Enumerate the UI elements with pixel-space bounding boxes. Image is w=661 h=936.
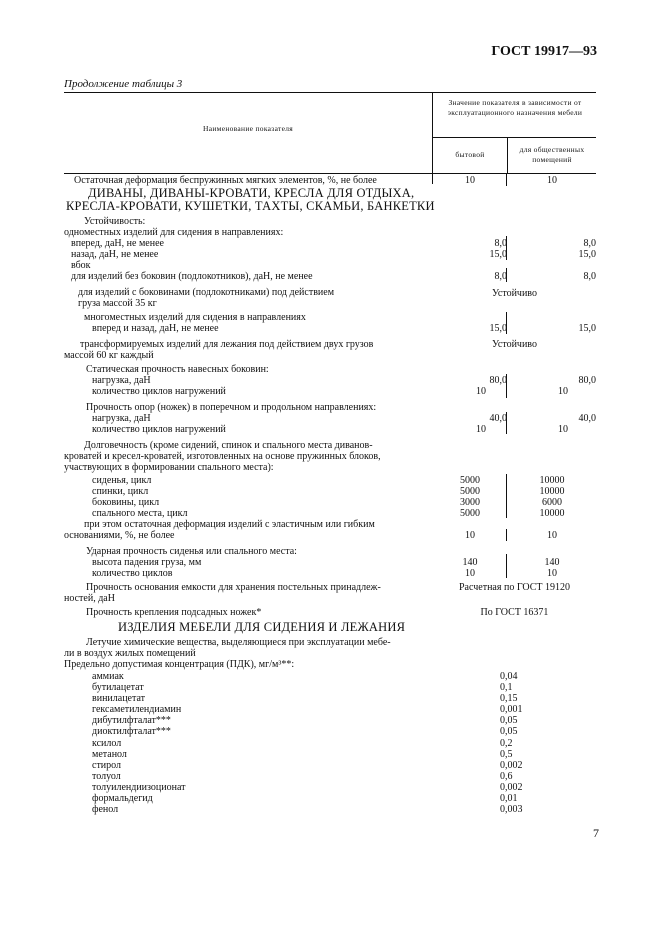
value-public: 40,0 (578, 413, 596, 424)
row-label: Статическая прочность навесных боковин: (86, 364, 269, 375)
row-label: вперед и назад, даН, не менее (92, 323, 219, 334)
value-public: 10000 (539, 486, 565, 497)
header-value-group: Значение показателя в зависимости от эксплуатационного назначения мебели (447, 98, 583, 117)
value-home: 3000 (460, 497, 480, 508)
row-label: нагрузка, даН (92, 413, 151, 424)
list-item: бутилацетат (92, 682, 144, 693)
header-vertical-divider (432, 92, 433, 184)
row-label: Летучие химические вещества, выделяющиеся при эксплуатации мебе- (86, 637, 391, 648)
row-label: трансформируемых изделий для лежания под действием двух грузов (80, 339, 374, 350)
value-public: 10 (558, 424, 568, 435)
list-item: винилацетат (92, 693, 146, 704)
list-item: аммиак (92, 671, 124, 682)
list-item: фенол (92, 804, 119, 815)
value-public: 10 (558, 386, 568, 397)
row-label: Прочность крепления подсадных ножек* (86, 607, 262, 618)
value-home: 10 (465, 530, 475, 541)
standard-number: ГОСТ 19917—93 (491, 44, 597, 59)
list-item: дибутилфталат*** (92, 715, 171, 726)
header-home-column: бытовой (455, 150, 485, 159)
value-merged: Устойчиво (492, 288, 537, 299)
header-bottom-rule (64, 173, 596, 174)
value-home: 80,0 (489, 375, 507, 386)
value-home: 5000 (460, 508, 480, 519)
list-item-value: 0,04 (500, 671, 518, 682)
value-home: 10 (476, 424, 486, 435)
value-public: 8,0 (583, 271, 596, 282)
header-name-column: Наименование показателя (202, 124, 294, 133)
row-label: количество циклов нагружений (92, 386, 226, 397)
value-home: 15,0 (489, 249, 507, 260)
list-item: метанол (92, 749, 127, 760)
page-number: 7 (593, 826, 599, 840)
value-home: 15,0 (489, 323, 507, 334)
list-item: гексаметилендиамин (92, 704, 182, 715)
value-home: 10 (465, 568, 475, 579)
row-label: для изделий без боковин (подлокотников), даН, не менее (71, 271, 313, 282)
section-heading: КРЕСЛА-КРОВАТИ, КУШЕТКИ, ТАХТЫ, СКАМЬИ, БАНКЕТКИ (66, 199, 435, 213)
row-label: сиденья, цикл (92, 475, 152, 486)
value-home: 8,0 (494, 238, 507, 249)
list-item: формальдегид (92, 793, 153, 804)
row-label: спинки, цикл (92, 486, 149, 497)
row-label: кроватей и кресел-кроватей, изготовленных на основе пружинных блоков, (64, 451, 381, 462)
row-label: количество циклов (92, 568, 173, 579)
value-home: 10 (476, 386, 486, 397)
value-public: 6000 (542, 497, 562, 508)
list-item-value: 0,002 (500, 782, 523, 793)
list-item-value: 0,5 (500, 749, 513, 760)
row-label: основаниями, %, не более (64, 530, 175, 541)
list-item: толуол (92, 771, 121, 782)
row-label: высота падения груза, мм (92, 557, 202, 568)
subheader-divider (507, 137, 508, 173)
row-label: ли в воздух жилых помещений (64, 648, 196, 659)
list-item-value: 0,05 (500, 726, 518, 737)
row-label: Остаточная деформация беспружинных мягких элементов, %, не более (74, 175, 377, 186)
value-home: 5000 (460, 475, 480, 486)
value-home: 140 (462, 557, 478, 568)
list-item-value: 0,01 (500, 793, 518, 804)
value-public: 80,0 (578, 375, 596, 386)
row-label: Предельно допустимая концентрация (ПДК), мг/м³**: (64, 659, 295, 670)
value-merged: Расчетная по ГОСТ 19120 (459, 582, 570, 593)
row-label: ностей, даН (64, 593, 115, 604)
value-public: 10 (547, 175, 557, 186)
value-home: 5000 (460, 486, 480, 497)
row-label: многоместных изделий для сидения в направлениях (84, 312, 306, 323)
row-label: Ударная прочность сиденья или спального места: (86, 546, 297, 557)
value-public: 140 (544, 557, 560, 568)
list-item: ксилол (92, 738, 122, 749)
value-public: 15,0 (578, 249, 596, 260)
list-item-value: 0,2 (500, 738, 513, 749)
value-public: 10000 (539, 508, 565, 519)
value-public: 10 (547, 568, 557, 579)
header-public-column: для общественных помещений (519, 145, 585, 164)
table-top-rule (64, 92, 596, 93)
list-item: толуилендиизоционат (92, 782, 186, 793)
row-label: одноместных изделий для сидения в направлениях: (64, 227, 284, 238)
row-label: количество циклов нагружений (92, 424, 226, 435)
row-label: при этом остаточная деформация изделий с эластичным или гибким (84, 519, 375, 530)
value-home: 10 (465, 175, 475, 186)
section-heading: ДИВАНЫ, ДИВАНЫ-КРОВАТИ, КРЕСЛА ДЛЯ ОТДЫХА, (88, 186, 415, 200)
row-label: боковины, цикл (92, 497, 160, 508)
row-label: нагрузка, даН (92, 375, 151, 386)
list-item: стирол (92, 760, 122, 771)
value-merged: По ГОСТ 16371 (480, 607, 549, 618)
value-home: 40,0 (489, 413, 507, 424)
value-public: 10 (547, 530, 557, 541)
value-public: 10000 (539, 475, 565, 486)
row-label: груза массой 35 кг (78, 298, 157, 309)
table-continuation: Продолжение таблицы 3 (64, 78, 183, 90)
value-home: 8,0 (494, 271, 507, 282)
row-label: Прочность опор (ножек) в поперечном и продольном направлениях: (86, 402, 377, 413)
list-item-value: 0,15 (500, 693, 518, 704)
row-label: Прочность основания емкости для хранения постельных принадлеж- (86, 582, 381, 593)
list-item-value: 0,001 (500, 704, 523, 715)
list-item-value: 0,003 (500, 804, 523, 815)
row-label: назад, даН, не менее (71, 249, 159, 260)
section-heading: ИЗДЕЛИЯ МЕБЕЛИ ДЛЯ СИДЕНИЯ И ЛЕЖАНИЯ (118, 620, 406, 634)
value-merged: Устойчиво (492, 339, 537, 350)
header-mid-rule (432, 137, 596, 138)
row-label: вбок (71, 260, 91, 271)
list-item-value: 0,002 (500, 760, 523, 771)
row-label: массой 60 кг каждый (64, 350, 154, 361)
list-item: диоктилфталат*** (92, 726, 171, 737)
row-label: Долговечность (кроме сидений, спинок и спального места диванов- (84, 440, 373, 451)
row-label: Устойчивость: (84, 216, 146, 227)
row-label: спального места, цикл (92, 508, 188, 519)
row-label: вперед, даН, не менее (71, 238, 164, 249)
value-public: 8,0 (583, 238, 596, 249)
value-public: 15,0 (578, 323, 596, 334)
list-item-value: 0,05 (500, 715, 518, 726)
row-label: участвующих в формировании спального места): (64, 462, 274, 473)
row-label: для изделий с боковинами (подлокотниками) под действием (78, 287, 335, 298)
list-item-value: 0,1 (500, 682, 513, 693)
list-item-value: 0,6 (500, 771, 513, 782)
